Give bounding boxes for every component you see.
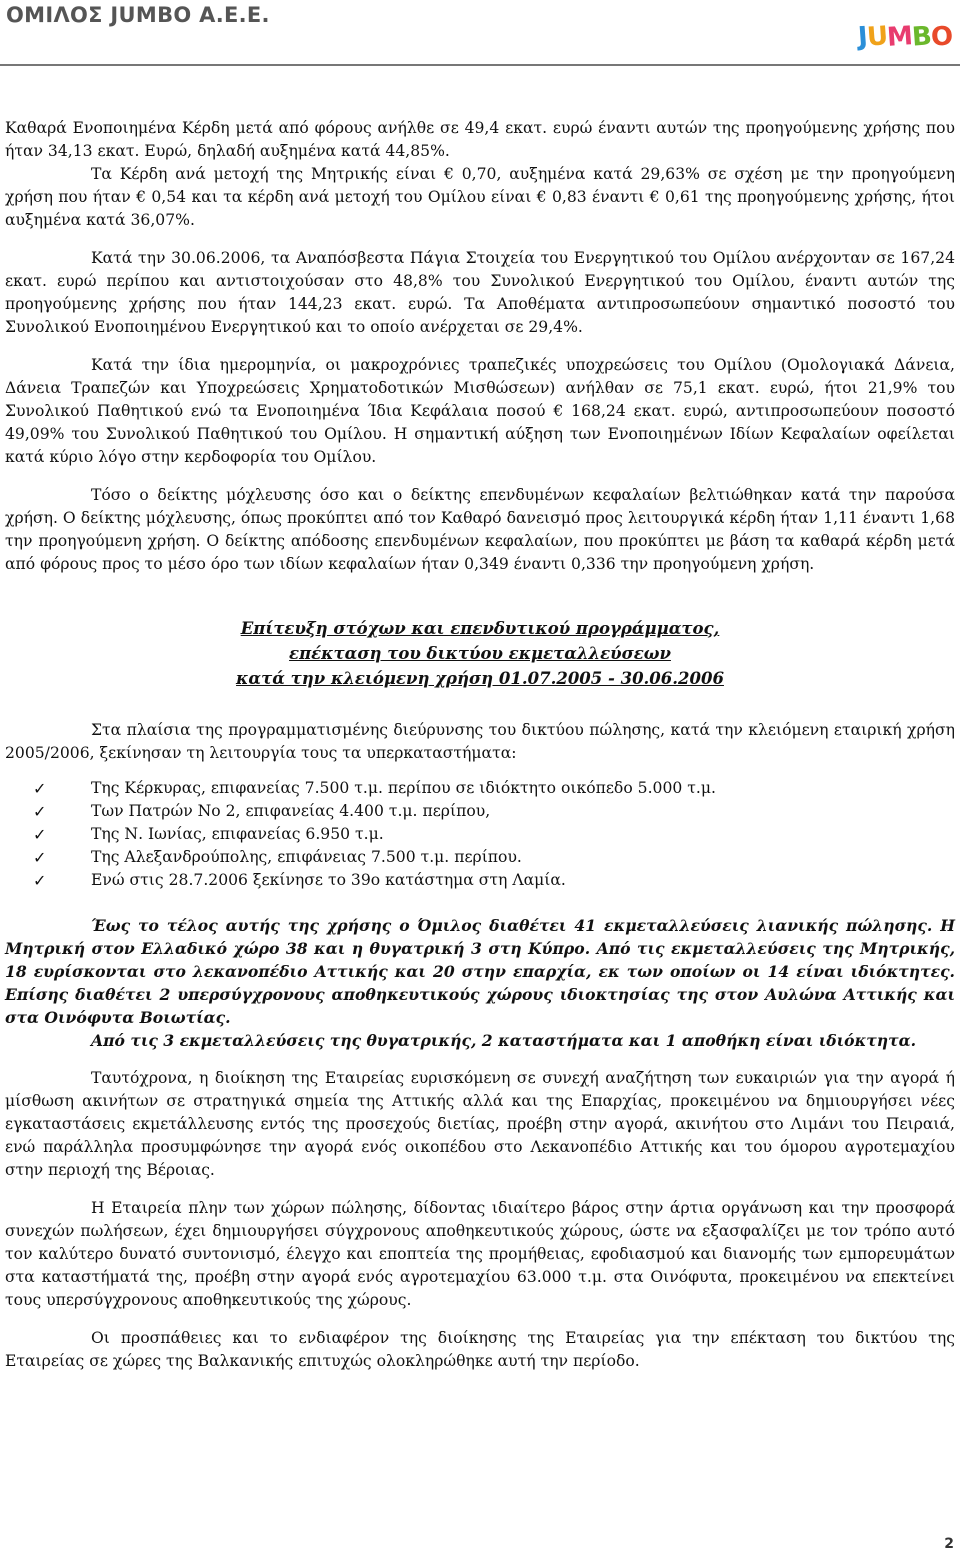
- store-text: Των Πατρών Νο 2, επιφανείας 4.400 τ.μ. περίπου,: [91, 802, 491, 820]
- page-number: 2: [944, 1536, 954, 1552]
- store-text: Της Κέρκυρας, επιφανείας 7.500 τ.μ. περίπου σε ιδιόκτητο οικόπεδο 5.000 τ.μ.: [91, 779, 716, 797]
- list-item: [5, 800, 955, 823]
- paragraph-eps: Τα Κέρδη ανά μετοχή της Μητρικής είναι € 0,70, αυξημένα κατά 29,63% σε σχέση με την προηγούμενη χρήση που ήταν € 0,54 και τα κέρδη ανά μετοχή του Ομίλου είναι € 0,83 έναντι € 0,61 της προηγούμενης χρήσης, ήτοι αυξημένα κατά 36,07%.: [5, 165, 955, 229]
- store-list: [5, 777, 955, 892]
- paragraph-intro: Στα πλαίσια της προγραμματισμένης διεύρυνσης του δικτύου πώλησης, κατά την κλειόμενη εταιρική χρήση 2005/2006, ξεκίνησαν τη λειτουργία τους τα υπερκαταστήματα:: [5, 721, 955, 762]
- checkmark-icon: ✓: [33, 848, 47, 867]
- list-item: [5, 777, 955, 800]
- page-header: [0, 0, 960, 64]
- section-heading: [5, 616, 955, 691]
- checkmark-icon: ✓: [33, 871, 47, 890]
- logo-letter: O: [929, 21, 954, 53]
- paragraph-subsidiary-summary: Από τις 3 εκμεταλλεύσεις της θυγατρικής, 2 καταστήματα και 1 αποθήκη είναι ιδιόκτητα.: [91, 1031, 917, 1050]
- list-item: [5, 869, 955, 892]
- section-heading-line: κατά την κλειόμενη χρήση 01.07.2005 - 30.06.2006: [236, 669, 724, 688]
- document-body: [5, 117, 955, 1373]
- jumbo-logo: [858, 22, 952, 52]
- store-text: Ενώ στις 28.7.2006 ξεκίνησε το 39ο κατάστημα στη Λαμία.: [91, 871, 566, 889]
- logo-letter: B: [911, 21, 932, 53]
- checkmark-icon: ✓: [33, 825, 47, 844]
- store-text: Της Αλεξανδρούπολης, επιφάνειας 7.500 τ.μ. περίπου.: [91, 848, 522, 866]
- section-heading-line: Επίτευξη στόχων και επενδυτικού προγράμματος,: [240, 619, 720, 638]
- paragraph-property-acquisitions: Ταυτόχρονα, η διοίκηση της Εταιρείας ευρισκόμενη σε συνεχή αναζήτηση των ευκαιριών για την αγορά ή μίσθωση ακινήτων σε στρατηγικά σημεία της Αττικής αλλά και της Επαρχίας, προκειμένου να δημιουργήσει νέες εγκαταστάσεις εκμετάλλευσης εντός της προσεχούς διετίας, προέβη στην αγορά, ακινήτου στο Λιμάνι του Πειραιά, ενώ παράλληλα προσυμφώνησε την αγορά ενός οικοπέδου στο Λεκανοπέδιο Αττικής και του όμορου αγροτεμαχίου στην περιοχή της Βέροιας.: [5, 1069, 955, 1179]
- logo-letter: J: [857, 21, 869, 53]
- list-item: [5, 823, 955, 846]
- paragraph-warehouses: Η Εταιρεία πλην των χώρων πώλησης, δίδοντας ιδιαίτερο βάρος στην άρτια οργάνωση και την προσφορά συνεχών πωλήσεων, έχει δημιουργήσει σύγχρονους αποθηκευτικούς χώρους, ώστε να εξασφαλίζει με τον τρόπο αυτό τον καλύτερο δυνατό συντονισμό, έλεγχο και εποπτεία της προμήθειας, εφοδιασμού και διανομής των εμπορευμάτων στα καταστήματά της, προέβη στην αγορά ενός αγροτεμαχίου 63.000 τ.μ. στα Οινόφυτα, προκειμένου να επεκτείνει τους υπερσύγχρονους αποθηκευτικούς της χώρους.: [5, 1199, 955, 1309]
- paragraph-network-summary: Έως το τέλος αυτής της χρήσης ο Όμιλος διαθέτει 41 εκμεταλλεύσεις λιανικής πώλησης. Η Μητρική στον Ελλαδικό χώρο 38 και η θυγατρική 3 στη Κύπρο. Από τις εκμεταλλεύσεις της Μητρικής, 18 ευρίσκονται στο λεκανοπέδιο Αττικής και 20 στην επαρχία, εκ των οποίων οι 14 είναι ιδιόκτητες. Επίσης διαθέτει 2 υπερσύγχρονους αποθηκευτικούς χώρους ιδιοκτησίας της στον Αυλώνα Αττικής και στα Οινόφυτα Βοιωτίας.: [5, 916, 955, 1027]
- checkmark-icon: ✓: [33, 802, 47, 821]
- checkmark-icon: ✓: [33, 779, 47, 798]
- header-divider: [0, 64, 960, 66]
- list-item: [5, 846, 955, 869]
- paragraph-ratios: Τόσο ο δείκτης μόχλευσης όσο και ο δείκτης επενδυμένων κεφαλαίων βελτιώθηκαν κατά την παρούσα χρήση. Ο δείκτης μόχλευσης, όπως προκύπτει από τον Καθαρό δανεισμό προς λειτουργικά κέρδη ήταν 1,11 έναντι 1,68 την προηγούμενη χρήση. Ο δείκτης απόδοσης επενδυμένων κεφαλαίων, που προκύπτει με βάση τα καθαρά κέρδη μετά από φόρους προς το μέσο όρο των ιδίων κεφαλαίων ήταν 0,349 έναντι 0,336 την προηγούμενη χρήση.: [5, 486, 955, 573]
- store-text: Της Ν. Ιωνίας, επιφανείας 6.950 τ.μ.: [91, 825, 384, 843]
- logo-letter: U: [866, 21, 889, 53]
- paragraph-liabilities: Κατά την ίδια ημερομηνία, οι μακροχρόνιες τραπεζικές υποχρεώσεις του Ομίλου (Ομολογιακά Δάνεια, Δάνεια Τραπεζών και Υποχρεώσεις Χρηματοδοτικών Μισθώσεων) ανήλθαν σε 75,1 εκατ. ευρώ, ήτοι 21,9% του Συνολικού Παθητικού ενώ τα Ενοποιημένα Ίδια Κεφάλαια ποσού € 168,24 εκατ. ευρώ, αντιπροσωπεύουν ποσοστό 49,09% του Συνολικού Παθητικού του Ομίλου. Η σημαντική αύξηση των Ενοποιημένων Ιδίων Κεφαλαίων οφείλεται κατά κύριο λόγο στην κερδοφορία του Ομίλου.: [5, 356, 955, 466]
- company-name: ΟΜΙΛΟΣ JUMBO Α.Ε.Ε.: [6, 3, 270, 27]
- paragraph-balkans: Οι προσπάθειες και το ενδιαφέρον της διοίκησης της Εταιρείας για την επέκταση του δικτύου της Εταιρείας σε χώρες της Βαλκανικής επιτυχώς ολοκληρώθηκε αυτή την περίοδο.: [5, 1329, 955, 1370]
- paragraph-net-profit: Καθαρά Ενοποιημένα Κέρδη μετά από φόρους ανήλθε σε 49,4 εκατ. ευρώ έναντι αυτών της προηγούμενης χρήσης που ήταν 34,13 εκατ. Ευρώ, δηλαδή αυξημένα κατά 44,85%.: [5, 119, 955, 160]
- section-heading-line: επέκταση του δικτύου εκμεταλλεύσεων: [289, 644, 671, 663]
- logo-letter: M: [886, 21, 914, 53]
- paragraph-fixed-assets: Κατά την 30.06.2006, τα Αναπόσβεστα Πάγια Στοιχεία του Ενεργητικού του Ομίλου ανέρχονταν σε 167,24 εκατ. ευρώ περίπου και αντιστοιχούσαν στο 48,8% του Συνολικού Ενεργητικού του Ομίλου, έναντι αυτών της προηγούμενης χρήσης που ήταν 144,23 εκατ. ευρώ. Τα Αποθέματα αντιπροσωπεύουν σημαντικό ποσοστό του Συνολικού Ενοποιημένου Ενεργητικού και το οποίο ανέρχεται σε 29,4%.: [5, 249, 955, 336]
